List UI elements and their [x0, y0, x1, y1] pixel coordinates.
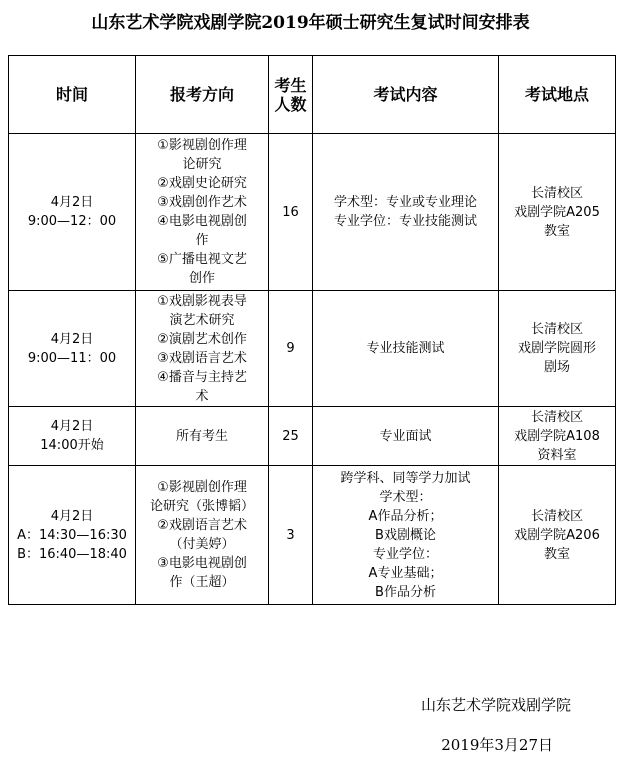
count-cell: 9: [269, 291, 313, 407]
time-line: 9:00—11：00: [27, 350, 117, 366]
content-line: 专业学位：专业技能测试: [333, 214, 477, 229]
time-line: 4月2日: [50, 419, 94, 434]
header-location: 考试地点: [499, 56, 616, 134]
direction-cell: [136, 291, 269, 407]
location-line: 剧场: [543, 360, 570, 375]
direction-cell: [136, 134, 269, 291]
location-cell: [499, 291, 616, 407]
content-line: 跨学科、同等学力加试: [340, 470, 471, 486]
location-line: 长清校区: [530, 185, 583, 201]
content-line: 专业技能测试: [366, 341, 445, 356]
content-line: 专业学位：: [372, 546, 438, 562]
direction-line: 论研究（张博韬）: [149, 499, 254, 514]
direction-line: ②戏剧语言艺术: [157, 518, 247, 533]
direction-line: ④电影电视剧创: [157, 214, 247, 229]
content-cell: [313, 407, 499, 466]
content-line: A专业基础；: [368, 565, 443, 581]
direction-line: 作: [195, 233, 209, 248]
direction-line: 所有考生: [175, 428, 228, 444]
direction-line: ①戏剧影视表导: [157, 293, 247, 309]
footer-date: 2019年3月27日: [441, 736, 553, 754]
content-cell: [313, 291, 499, 407]
location-line: 长清校区: [530, 322, 583, 337]
content-line: 学术型：: [379, 489, 432, 505]
header-time: 时间: [9, 56, 136, 134]
time-line: B：16:40—18:40: [17, 546, 127, 562]
direction-line: ③戏剧创作艺术: [157, 195, 247, 210]
footer-organization: 山东艺术学院戏剧学院: [420, 696, 571, 714]
direction-line: ③戏剧语言艺术: [157, 350, 247, 366]
direction-line: ②戏剧史论研究: [157, 176, 247, 191]
time-line: 14:00开始: [40, 438, 104, 453]
direction-line: 演艺术研究: [169, 312, 235, 328]
location-line: 教室: [543, 546, 570, 562]
table-row: [9, 466, 616, 605]
content-cell: [313, 134, 499, 291]
location-line: 戏剧学院A206: [514, 527, 600, 543]
table-row: [9, 134, 616, 291]
time-line: 9:00—12：00: [27, 214, 117, 229]
location-line: 戏剧学院圆形: [517, 341, 596, 356]
content-line: A作品分析；: [368, 508, 443, 524]
content-cell: [313, 466, 499, 605]
direction-line: （付美婷）: [169, 537, 235, 552]
time-cell: [9, 407, 136, 466]
content-line: 学术型：专业或专业理论: [333, 195, 477, 210]
content-line: B戏剧概论: [375, 527, 436, 543]
direction-line: ④播音与主持艺: [157, 369, 247, 385]
time-line: 4月2日: [50, 508, 94, 524]
table-row: [9, 407, 616, 466]
direction-line: ⑤广播电视文艺: [157, 252, 247, 267]
count-cell: 16: [269, 134, 313, 291]
content-line: 专业面试: [379, 428, 432, 444]
time-line: A：14:30—16:30: [17, 527, 127, 543]
location-line: 戏剧学院A205: [514, 204, 600, 220]
direction-line: ①影视剧创作理: [157, 480, 247, 495]
location-line: 长清校区: [530, 409, 583, 425]
direction-cell: [136, 466, 269, 605]
time-cell: [9, 134, 136, 291]
location-line: 资料室: [537, 447, 577, 463]
content-line: B作品分析: [375, 584, 436, 600]
location-line: 教室: [543, 223, 570, 239]
direction-line: ②演剧艺术创作: [157, 331, 247, 347]
direction-cell: [136, 407, 269, 466]
direction-line: 作（王超）: [169, 575, 235, 590]
header-content: 考试内容: [313, 56, 499, 134]
table-row: [9, 291, 616, 407]
location-cell: [499, 466, 616, 605]
header-count-line2: 人数: [274, 94, 307, 114]
location-line: 戏剧学院A108: [514, 428, 600, 444]
direction-line: 创作: [188, 271, 215, 286]
location-line: 长清校区: [530, 508, 583, 524]
time-cell: [9, 466, 136, 605]
page-title: 山东艺术学院戏剧学院2019年硕士研究生复试时间安排表: [91, 13, 530, 33]
header-row: [9, 56, 616, 134]
header-direction: 报考方向: [136, 56, 269, 134]
direction-line: 术: [195, 388, 209, 404]
direction-line: ①影视剧创作理: [157, 138, 247, 153]
location-cell: [499, 134, 616, 291]
time-cell: [9, 291, 136, 407]
time-line: 4月2日: [50, 331, 94, 347]
time-line: 4月2日: [50, 195, 94, 210]
header-count: [269, 56, 313, 134]
count-cell: 25: [269, 407, 313, 466]
direction-line: ③电影电视剧创: [157, 556, 247, 571]
header-count-line1: 考生: [274, 75, 307, 95]
schedule-table: [8, 55, 616, 605]
count-cell: 3: [269, 466, 313, 605]
location-cell: [499, 407, 616, 466]
direction-line: 论研究: [182, 157, 222, 172]
